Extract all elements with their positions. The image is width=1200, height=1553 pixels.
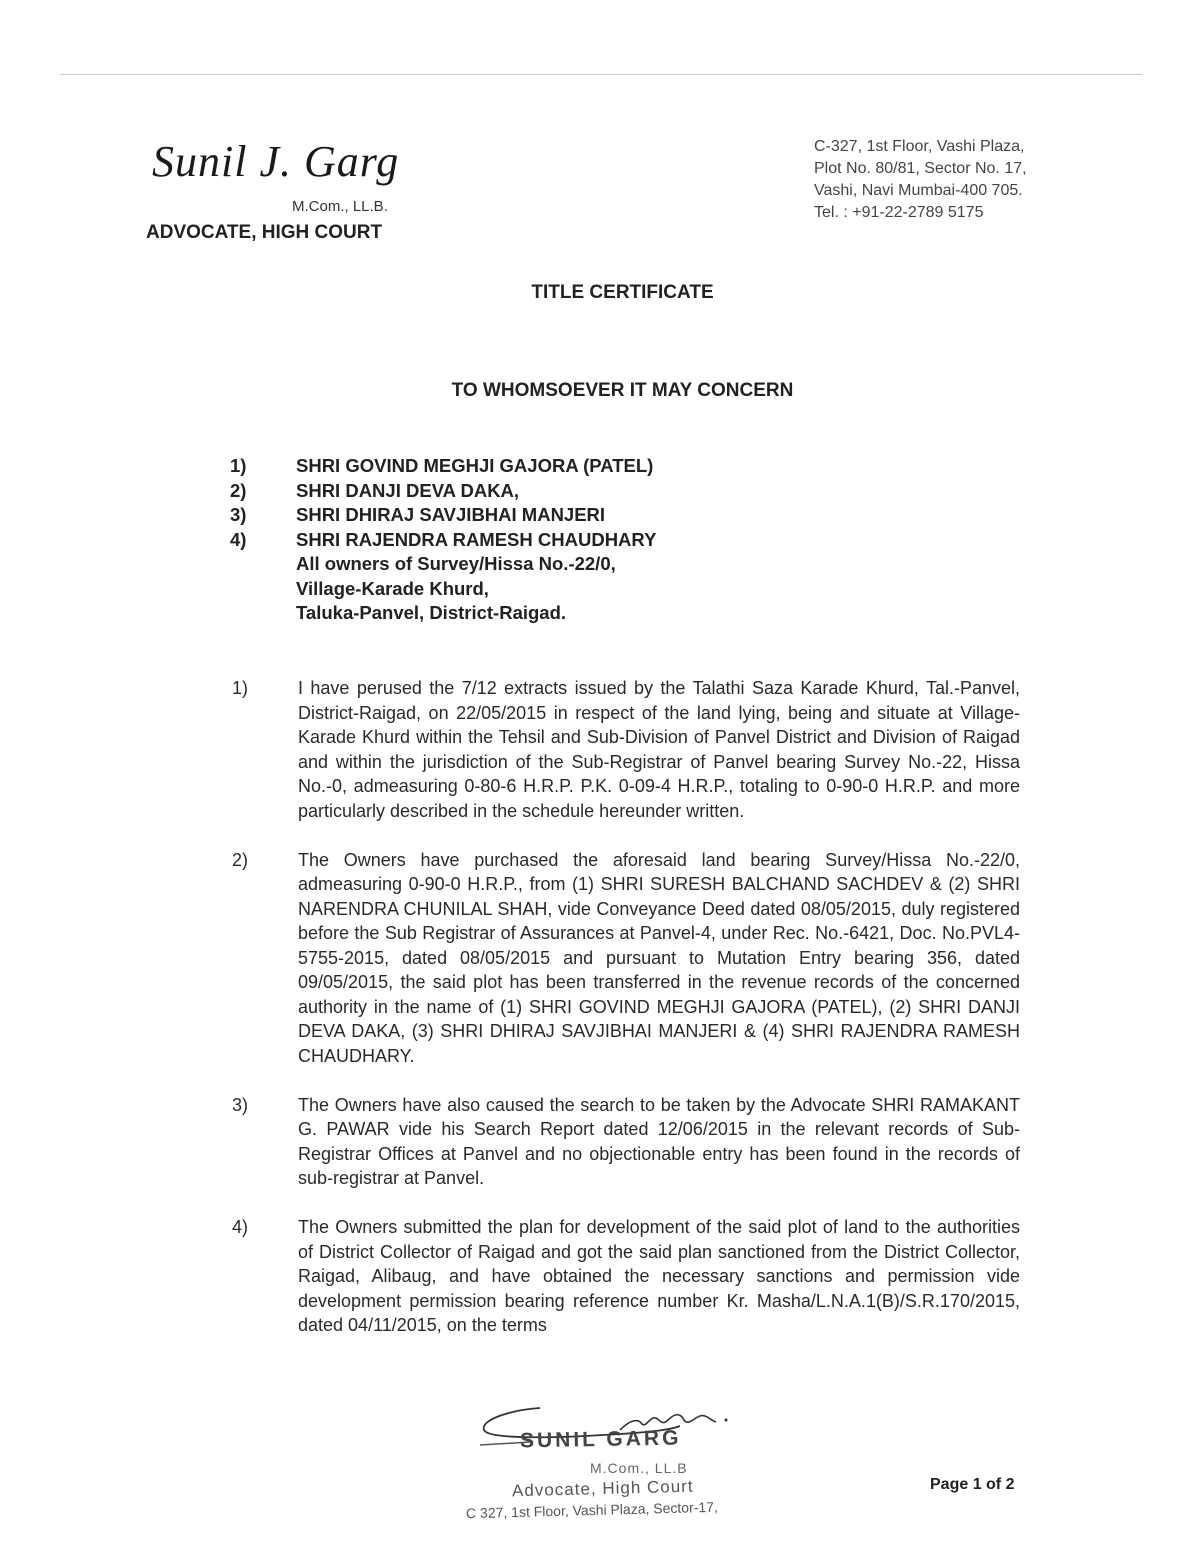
- owner-name: SHRI DANJI DEVA DAKA,: [296, 479, 520, 501]
- address-line: Plot No. 80/81, Sector No. 17,: [814, 160, 1027, 177]
- owner-item: [230, 503, 656, 528]
- owner-item: [230, 479, 656, 504]
- addressee-heading: TO WHOMSOEVER IT MAY CONCERN: [451, 380, 794, 401]
- letterhead-name: Sunil J. Garg: [152, 137, 400, 186]
- owner-number: 1): [230, 455, 247, 476]
- owners-location-line: All owners of Survey/Hissa No.-22/0,: [296, 553, 616, 574]
- letterhead-role: ADVOCATE, HIGH COURT: [146, 222, 383, 243]
- scan-edge-line: [60, 74, 1142, 75]
- paragraph-text: I have perused the 7/12 extracts issued by the Talathi Saza Karade Khurd, Tal.-Panvel, District-Raigad, on 22/05/2015 in respect of the land lying, being and situate at Village-Karade Khurd within the Tehsil and Sub-Division of Panvel District and Division of Raigad and within the jurisdiction of the Sub-Registrar of Panvel bearing Survey No.-22, Hissa No.-0, admeasuring 0-80-6 H.R.P. P.K. 0-09-4 H.R.P., totaling to 0-90-0 H.R.P. and more particularly described in the schedule hereunder written.: [298, 678, 1020, 821]
- address-line: Vashi, Navi Mumbai-400 705.: [814, 182, 1023, 199]
- paragraph-number: 4): [232, 1217, 249, 1237]
- address-line: C-327, 1st Floor, Vashi Plaza,: [814, 138, 1025, 155]
- paragraph: [232, 1093, 1020, 1191]
- address-line: Tel. : +91-22-2789 5175: [814, 204, 984, 221]
- letterhead-address: [814, 136, 1027, 224]
- owner-item: [230, 528, 656, 553]
- document-title: TITLE CERTIFICATE: [531, 282, 714, 303]
- owner-number: 3): [230, 504, 247, 525]
- owner-number: 4): [230, 528, 247, 550]
- page-number: Page 1 of 2: [930, 1476, 1015, 1493]
- stamp-role: Advocate, High Court: [511, 1476, 694, 1501]
- paragraph-number: 3): [232, 1094, 249, 1115]
- stamp-address: C 327, 1st Floor, Vashi Plaza, Sector-17,: [465, 1498, 719, 1522]
- paragraph-number: 2): [232, 849, 249, 870]
- paragraph: [232, 848, 1020, 1069]
- owner-name: SHRI GOVIND MEGHJI GAJORA (PATEL): [296, 455, 654, 476]
- owners-location-line: Taluka-Panvel, District-Raigad.: [296, 602, 567, 623]
- owner-name: SHRI RAJENDRA RAMESH CHAUDHARY: [296, 528, 657, 550]
- owner-number: 2): [230, 479, 247, 501]
- owner-item: [230, 454, 656, 479]
- paragraph-text: The Owners have also caused the search to be taken by the Advocate SHRI RAMAKANT G. PAWAR vide his Search Report dated 12/06/2015 in the relevant records of Sub-Registrar Offices at Panvel and no objectionable entry has been found in the records of sub-registrar at Panvel.: [298, 1094, 1020, 1188]
- letterhead-qualifications: M.Com., LL.B.: [292, 198, 388, 215]
- paragraph-text: The Owners submitted the plan for development of the said plot of land to the authorities of District Collector of Raigad and got the said plan sanctioned from the District Collector, Raigad, Alibaug, and have obtained the necessary sanctions and permission vide development permission bearing reference number Kr. Masha/L.N.A.1(B)/S.R.170/2015, dated 04/11/2015, on the terms: [298, 1217, 1020, 1335]
- paragraph-number: 1): [232, 678, 249, 698]
- certificate-body: [232, 676, 1020, 1362]
- owners-location-line: Village-Karade Khurd,: [296, 577, 489, 599]
- paragraph-text: The Owners have purchased the aforesaid land bearing Survey/Hissa No.-22/0, admeasuring 0-90-0 H.R.P., from (1) SHRI SURESH BALCHAND SACHDEV & (2) SHRI NARENDRA CHUNILAL SHAH, vide Conveyance Deed dated 08/05/2015, duly registered before the Sub Registrar of Assurances at Panvel-4, under Rec. No.-6421, Doc. No.PVL4-5755-2015, dated 08/05/2015 and pursuant to Mutation Entry bearing 356, dated 09/05/2015, the said plot has been transferred in the revenue records of the concerned authority in the name of (1) SHRI GOVIND MEGHJI GAJORA (PATEL), (2) SHRI DANJI DEVA DAKA, (3) SHRI DHIRAJ SAVJIBHAI MANJERI & (4) SHRI RAJENDRA RAMESH CHAUDHARY.: [298, 849, 1020, 1066]
- paragraph: [232, 676, 1020, 823]
- stamp-name: SUNIL GARG: [519, 1426, 682, 1453]
- stamp-qualifications: M.Com., LL.B: [590, 1460, 688, 1476]
- owners-list: [230, 454, 656, 626]
- paragraph: [232, 1215, 1020, 1338]
- owner-name: SHRI DHIRAJ SAVJIBHAI MANJERI: [296, 504, 606, 525]
